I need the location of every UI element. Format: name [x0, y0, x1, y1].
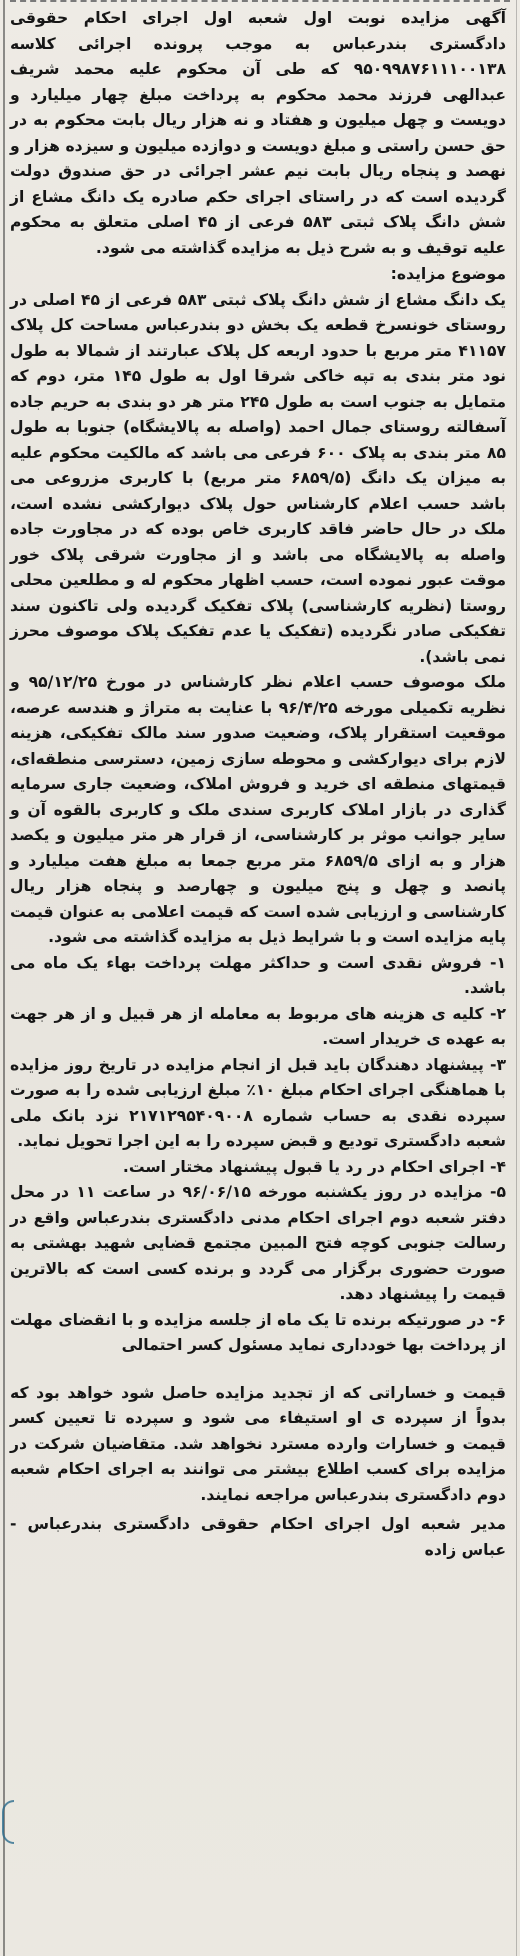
valuation-paragraph: ملک موصوف حسب اعلام نظر کارشناس در مورخ ۹۵/۱۲/۲۵ و نظریه تکمیلی مورخه ۹۶/۴/۲۵ با عنایت به متراژ و هندسه عرصه، موقعیت استقرار پلاک، وضعیت صدور سند مالک تفکیکی، هزینه لازم برای دیوارکشی و محوطه سازی زمین، دسترسی منطقه‌ای، قیمتهای منطقه ای خرید و فروش املاک، وضعیت جاری سرمایه گذاری در بازار املاک کاربری سندی ملک و کاربری بالقوه آن و سایر جوانب موثر بر کارشناسی، از قرار هر متر میلیون و یکصد هزار و به ازای ۶۸۵۹/۵ متر مربع جمعا به مبلغ هفت میلیارد و پانصد و چهل و پنج میلیون و چهارصد و پنجاه هزار ریال کارشناسی و ارزیابی شده است که قیمت اعلامی به عنوان قیمت پایه مزایده است و با شرایط ذیل به مزایده گذاشته می شود.	[10, 673, 506, 946]
condition-6: ۶- در صورتیکه برنده تا یک ماه از جلسه مزایده و با انقضای مهلت از پرداخت بها خودداری نماید مسئول کسر احتمالی	[10, 1310, 506, 1354]
subject-heading: موضوع مزایده:	[390, 265, 506, 283]
condition-3: ۳- پیشنهاد دهندگان باید قبل از انجام مزایده در تاریخ روز مزایده با هماهنگی اجرای احکام مبلغ ۱۰٪ مبلغ ارزیابی شده را به صورت سپرده نقدی به حساب شماره ۲۱۷۱۲۹۵۴۰۹۰۰۸ نزد بانک ملی شعبه دادگستری تودیع و قبض سپرده را به این اجرا تحویل نماید.	[10, 1055, 506, 1150]
signature-line: مدیر شعبه اول اجرای احکام حقوقی دادگستری بندرعباس - عباس زاده	[10, 1515, 506, 1559]
page-edge-mark	[2, 1800, 14, 1844]
closing-paragraph: قیمت و خساراتی که از تجدید مزایده حاصل شود خواهد بود که بدواً از سپرده ی او استیفاء می شود و سپرده تا تعیین کسر قیمت و خسارات وارده مسترد نخواهد شد. متقاضیان شرکت در مزایده برای کسب اطلاع بیشتر می توانند به اجرای احکام شعبه دوم دادگستری بندرعباس مراجعه نمایند.	[10, 1383, 506, 1504]
condition-2: ۲- کلیه ی هزینه های مربوط به معامله از هر قبیل و از هر جهت به عهده ی خریدار است.	[10, 1004, 506, 1048]
subject-description: یک دانگ مشاع از شش دانگ پلاک ثبتی ۵۸۳ فرعی از ۴۵ اصلی در روستای خونسرخ قطعه یک بخش دو بندرعباس مساحت کل پلاک ۴۱۱۵۷ متر مربع با حدود اربعه کل پلاک عبارتند از شمالا به طول نود متر بندی به تپه خاکی شرقا اول به طول ۱۴۵ متر، دوم که متمایل به جنوب است به طول ۲۴۵ متر هر دو بندی به حریم جاده آسفالته روستای جمال احمد (واصله به پالایشگاه) جنوبا به طول ۸۵ متر بندی به پلاک ۶۰۰ فرعی می باشد که مالکیت محکوم علیه به میزان یک دانگ (۶۸۵۹/۵ متر مربع) با کاربری مزروعی می باشد حسب اعلام کارشناس حول پلاک دیوارکشی نشده است، ملک در حال حاضر فاقد کاربری خاص بوده که در مجاورت جاده واصله به پالایشگاه می باشد و از مجاورت شرقی پلاک خور موقت عبور نموده است، حسب اظهار محکوم له و مطلعین محلی روستا (نظریه کارشناسی) پلاک تفکیک گردیده ولی تاکنون سند تفکیکی صادر نگردیده (تفکیک یا عدم تفکیک پلاک موصوف محرز نمی باشد).	[10, 290, 506, 666]
top-dashed-border	[10, 0, 510, 2]
condition-1: ۱- فروش نقدی است و حداکثر مهلت پرداخت بهاء یک ماه می باشد.	[10, 953, 506, 997]
paragraph-gap	[10, 1359, 506, 1381]
left-column-rule	[3, 0, 5, 1956]
condition-5: ۵- مزایده در روز یکشنبه مورخه ۹۶/۰۶/۱۵ در ساعت ۱۱ در محل دفتر شعبه دوم اجرای احکام مدنی دادگستری بندرعباس واقع در رسالت جنوبی کوچه فتح المبین مجتمع قضایی شهید بهشتی به صورت حضوری برگزار می گردد و برنده کسی است که بالاترین قیمت را پیشنهاد دهد.	[10, 1183, 506, 1303]
condition-4: ۴- اجرای احکام در رد یا قبول پیشنهاد مختار است.	[122, 1157, 506, 1176]
right-column-rule	[516, 0, 517, 1956]
notice-intro: آگهی مزایده نوبت اول شعبه اول اجرای احکام حقوقی دادگستری بندرعباس به موجب پرونده اجرائی کلاسه ۹۵۰۹۹۸۷۶۱۱۱۰۰۱۳۸ که طی آن محکوم علیه محمد شریف عبدالهی فرزند محمد محکوم به پرداخت مبلغ چهار میلیارد و دویست و چهل میلیون و هفتاد و نه هزار ریال بابت محکوم به در حق حسن راستی و مبلغ دویست و دوازده میلیون و سیزده هزار و نهصد و پنجاه ریال بابت نیم عشر اجرائی در حق صندوق دولت گردیده است که در راستای اجرای حکم صادره یک دانگ مشاع از شش دانگ پلاک ثبتی ۵۸۳ فرعی از ۴۵ اصلی متعلق به محکوم علیه توقیف و به شرح ذیل به مزایده گذاشته می شود.	[10, 9, 506, 257]
